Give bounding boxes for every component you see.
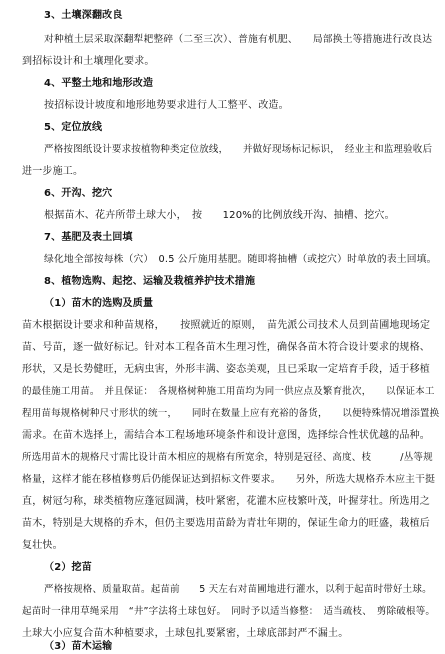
- subsection-heading: （3）苗木运输: [44, 641, 113, 652]
- paragraph-line: 格量，这样才能在移植修剪后仍能保证达到招标文件要求。 另外，所选大规格乔木应主干挺: [22, 474, 436, 485]
- paragraph-line: 直，树冠匀称，球类植物应蓬冠圆满，枝叶紧密，花灌木应枝繁叶茂，叶握芽壮。所选用之: [22, 496, 430, 507]
- section-heading: 6、开沟、挖穴: [44, 188, 113, 199]
- paragraph-line: 按招标设计坡度和地形地势要求进行人工整平、改造。: [44, 100, 289, 111]
- paragraph-line: 程用苗每规格树种尺寸形状的统一， 同时在数量上应有充裕的备货， 以便特殊情况增添置换: [22, 408, 440, 419]
- section-heading: 4、平整土地和地形改造: [44, 78, 154, 89]
- paragraph-line: 形状，又是长势健旺，无病虫害，外形丰满、姿态美观，且已采取一定培育手段，适于移植: [22, 364, 430, 375]
- paragraph-line: 苗木根据设计要求和种苗规格， 按照就近的原则， 苗先派公司技术人员到苗圃地现场定: [22, 320, 431, 331]
- paragraph-line: 进一步施工。: [22, 166, 84, 177]
- section-heading: 3、土壤深翻改良: [44, 10, 123, 21]
- paragraph-line: 绿化地全部按每株（穴） 0.5 公斤施用基肥。随即将抽槽（或挖穴）时单放的表土回填。: [44, 254, 437, 265]
- paragraph-line: 所选用苗木的规格尺寸需比设计苗木相应的规格有所宽余，特别是冠径、高度、枝 /丛等规: [22, 452, 433, 463]
- subsection-heading: （2）挖苗: [44, 562, 92, 573]
- paragraph-line: 需求。在苗木选择上，需结合本工程场地环境条件和设计意图，选择综合性状优越的品种。: [22, 430, 430, 441]
- paragraph-line: 苗、号苗，逐一做好标记。针对本工程各苗木生理习性，确保各苗木符合设计要求的规格、: [22, 342, 430, 353]
- paragraph-line: 严格按图纸设计要求按植物种类定位放线， 并做好现场标记标识， 经业主和监理验收后: [44, 144, 433, 155]
- paragraph-line: 严格按规格、质量取苗。起苗前 5 天左右对苗圃地进行灌水，以利于起苗时带好土球。: [44, 584, 432, 595]
- section-heading: 5、定位放线: [44, 122, 103, 133]
- paragraph-line: 到招标设计和土壤理化要求。: [22, 56, 155, 67]
- section-heading: 8、植物选购、起挖、运输及栽植养护技术措施: [44, 276, 256, 287]
- section-heading: 7、基肥及表土回填: [44, 232, 133, 243]
- paragraph-line: 根据苗木、花卉所带土球大小， 按 120%的比例放线开沟、抽槽、挖穴。: [44, 210, 395, 221]
- paragraph-line: 苗木，特别是大规格的乔木，但仍主要选用苗龄为青壮年期的，保证生命力的旺盛，栽植后: [22, 518, 430, 529]
- paragraph-line: 复壮快。: [22, 540, 63, 551]
- paragraph-line: 对种植土层采取深翻犁耙整碎（二至三次）、普施有机肥、 局部换土等措施进行改良达: [44, 34, 433, 45]
- paragraph-line: 土球大小应复合苗木种植要求，土球包扎要紧密，土球底部封严不漏土。: [22, 628, 349, 639]
- paragraph-line: 的最佳施工用苗。 并且保证： 各规格树种施工用苗均为同一供应点及繁育批次， 以保证本工: [22, 386, 435, 397]
- paragraph-line: 起苗时一律用草绳采用 “井”字法将土球包好。 同时予以适当修整： 适当疏枝、 剪除破根等。: [22, 606, 436, 617]
- subsection-heading: （1）苗木的选购及质量: [44, 298, 154, 309]
